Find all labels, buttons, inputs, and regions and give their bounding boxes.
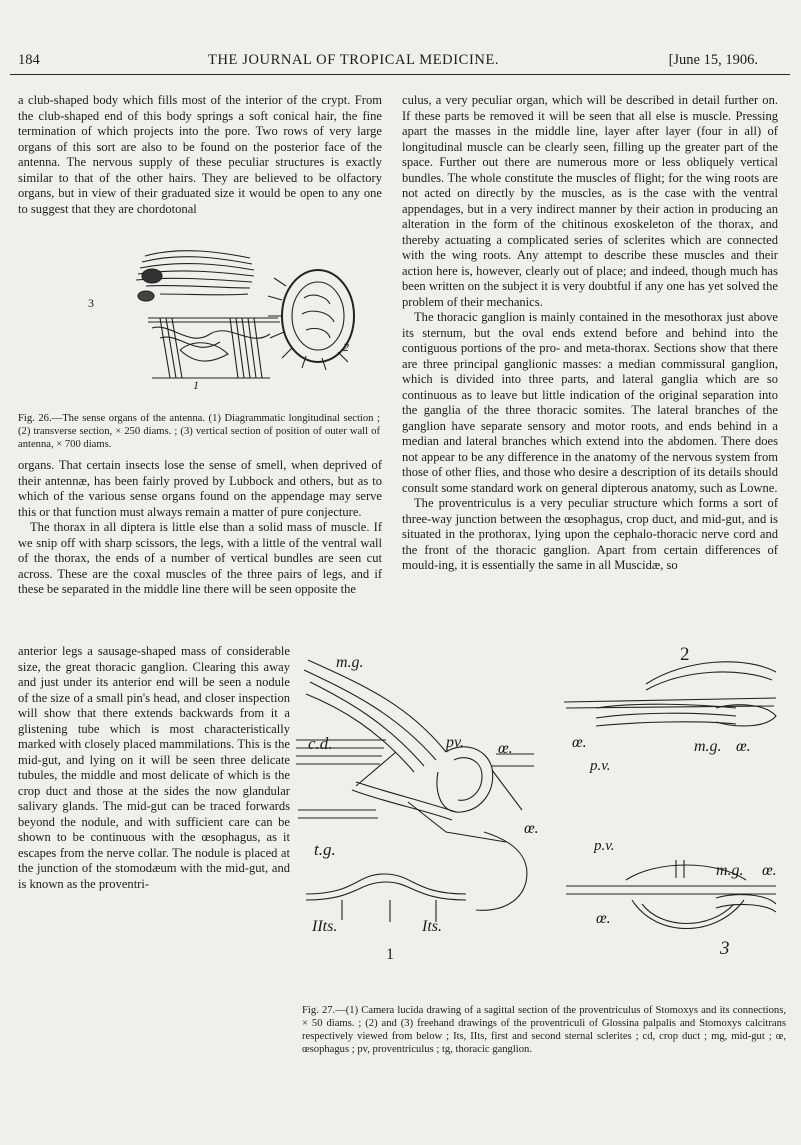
fig27-label-mg-3: m.g. (716, 862, 744, 879)
fig27-label-Its: Its. (422, 918, 442, 935)
fig27-label-oe-2b: œ. (736, 738, 751, 755)
left-paragraph-top: a club-shaped body which fills most of the interior of the crypt. From the club-shaped end of this body springs a soft conical hair, the fine termination of which projects into the pore. Two rows of very large organs of this sort are also to be found on the posterior face of the antenna. The nervous supply of these peculiar structures is exactly similar to that of the other hairs. They are believed to be olfactory organs, but in view of their graduated size it would be open to any one to suggest that they are chordotonal (18, 93, 382, 216)
fig27-label-3: 3 (720, 938, 730, 959)
fig27-label-cd: c.d. (308, 734, 333, 753)
figure-27 (296, 642, 786, 986)
fig27-label-IIts: IIts. (312, 918, 338, 935)
fig27-label-oe-3b: œ. (596, 910, 611, 927)
fig27-label-pv-2: p.v. (590, 758, 611, 774)
fig27-label-oe-2a: œ. (572, 734, 587, 751)
fig27-label-pv-3: p.v. (594, 838, 615, 854)
right-paragraph-culus: culus, a very peculiar organ, which will be described in detail further on. If these parts be removed it will be seen that all else is muscle. Pressing apart the masses in the middle line, layer after layer (four in all) of longitudinal muscle can be clearly seen, filling up the greater part of the space. Further out there are numerous more or less obliquely vertical bundles. The whole constitute the muscles of flight; for the wing roots are not acted on directly by the muscles, as is the case with the ventral appendages, but in a very indirect manner by their action in producing an alteration in the form of the chitinous exoskeleton of the thorax, and thereby actuating a complicated series of sclerites which are connected with the wing roots. Any attempt to describe these muscles and their action here is, however, clearly out of place; and indeed, though much has been written on the subject it is very doubtful if any one has yet solved the problem of their mechanics. (402, 93, 778, 309)
right-column-text (402, 93, 778, 574)
figure-26 (60, 238, 360, 398)
fig27-label-1: 1 (386, 946, 394, 963)
left-middle-text (18, 458, 382, 598)
page-header (18, 52, 788, 76)
fig27-label-oe-3a: œ. (762, 862, 777, 879)
fig26-label-3: 3 (88, 296, 94, 310)
left-paragraph-thorax: The thorax in all diptera is little else than a solid mass of muscle. If we snip off with sharp scissors, the legs, with a little of the ventral wall of the thorax, the ends of a number of vertical bundles are seen cut across. These are the coxal muscles of the three pairs of legs, and if these be separated in the middle line there will be seen opposite the (18, 520, 382, 596)
fig27-label-pv-1: pv. (446, 734, 464, 751)
figure-27-drawing (296, 642, 786, 986)
fig27-label-mg-top: m.g. (336, 654, 364, 671)
issue-date: [June 15, 1906. (668, 52, 758, 68)
left-paragraph-narrow: anterior legs a sausage-shaped mass of considerable size, the great thoracic ganglion. Clearing this away and just under its anterior end will be seen a nodule of the size of a small pin's head, and closer inspection will show that there extends backwards from it a glistening tube which is most characteristically marked with closely placed mammilations. This is the mid-gut, and lying on it will be seen three delicate tubules, the middle and most delicate of which is the crop duct and those at the sides the now glandular salivary glands. The mid-gut can be traced forwards beyond the nodule, and with sufficient care can be shown to be continuous with the œsophagus, as it escapes from the nerve collar. The nodule is placed at the junction of the stomodæum with the mid-gut, and is known as the proventri- (18, 644, 290, 891)
fig27-label-tg: t.g. (314, 840, 336, 859)
fig27-label-mg-2: m.g. (694, 738, 722, 755)
fig27-label-2: 2 (680, 644, 690, 665)
fig27-label-oe-mid: œ. (524, 820, 539, 837)
fig26-label-2: 2 (343, 340, 349, 354)
figure-26-caption: Fig. 26.—The sense organs of the antenna. (1) Diagrammatic longitudinal section ; (2) transverse section, × 250 diams. ; (3) vertical section of position of outer wall of antenna, × 700 diams. (18, 412, 380, 450)
left-paragraph-organs: organs. That certain insects lose the sense of smell, when deprived of their antennæ, has been fairly proved by Lubbock and others, but as to which of the various sense organs found on the appendage may serve this or that function must always remain a matter of pure conjecture. (18, 458, 382, 519)
fig26-label-1: 1 (193, 378, 199, 392)
figure-26-drawing (60, 238, 360, 398)
right-paragraph-ganglion: The thoracic ganglion is mainly contained in the mesothorax just above its sternum, but the oval ends extend before and behind into the contiguous portions of the pro- and meta-thorax. Sections show that there are three principal ganglionic masses: a median commissural ganglion, which is divided into three parts, and lateral ganglia which are so continuous as to leave but little indication of the original separation into the ganglia of the three thoracic somites. The lateral branches of the ganglion have separate sensory and motor roots, and ends behind in a median and lateral branches which extend into the abdomen. There does not appear to be any difference in the anatomy of the nervous system from those of other flies, and those who desire a description of its details should consult some standard work on general dipterous anatomy, such as Lowne. (402, 310, 778, 495)
right-paragraph-proventriculus: The proventriculus is a very peculiar structure which forms a sort of three-way junction between the œsophagus, crop duct, and mid-gut, and is situated in the prothorax, lying upon the cephalo-thoracic nerve cord and the front of the thoracic ganglion. Apart from certain differences of mould-ing, it is essentially the same in all Muscidæ, so (402, 496, 778, 572)
fig27-label-oe-1: œ. (498, 740, 513, 757)
header-rule (10, 74, 790, 75)
journal-title: THE JOURNAL OF TROPICAL MEDICINE. (208, 52, 500, 68)
page-number: 184 (18, 52, 40, 68)
figure-27-caption: Fig. 27.—(1) Camera lucida drawing of a sagittal section of the proventriculus of Stomoxys and its connections, × 50 diams. ; (2) and (3) freehand drawings of the proventriculi of Glossina palpalis and Stomoxys calcitrans respectively viewed from below ; Its, IIts, first and second sternal sclerites ; cd, crop duct ; mg, mid-gut ; œ, œsophagus ; pv, proventriculus ; tg, thoracic ganglion. (302, 1004, 786, 1055)
